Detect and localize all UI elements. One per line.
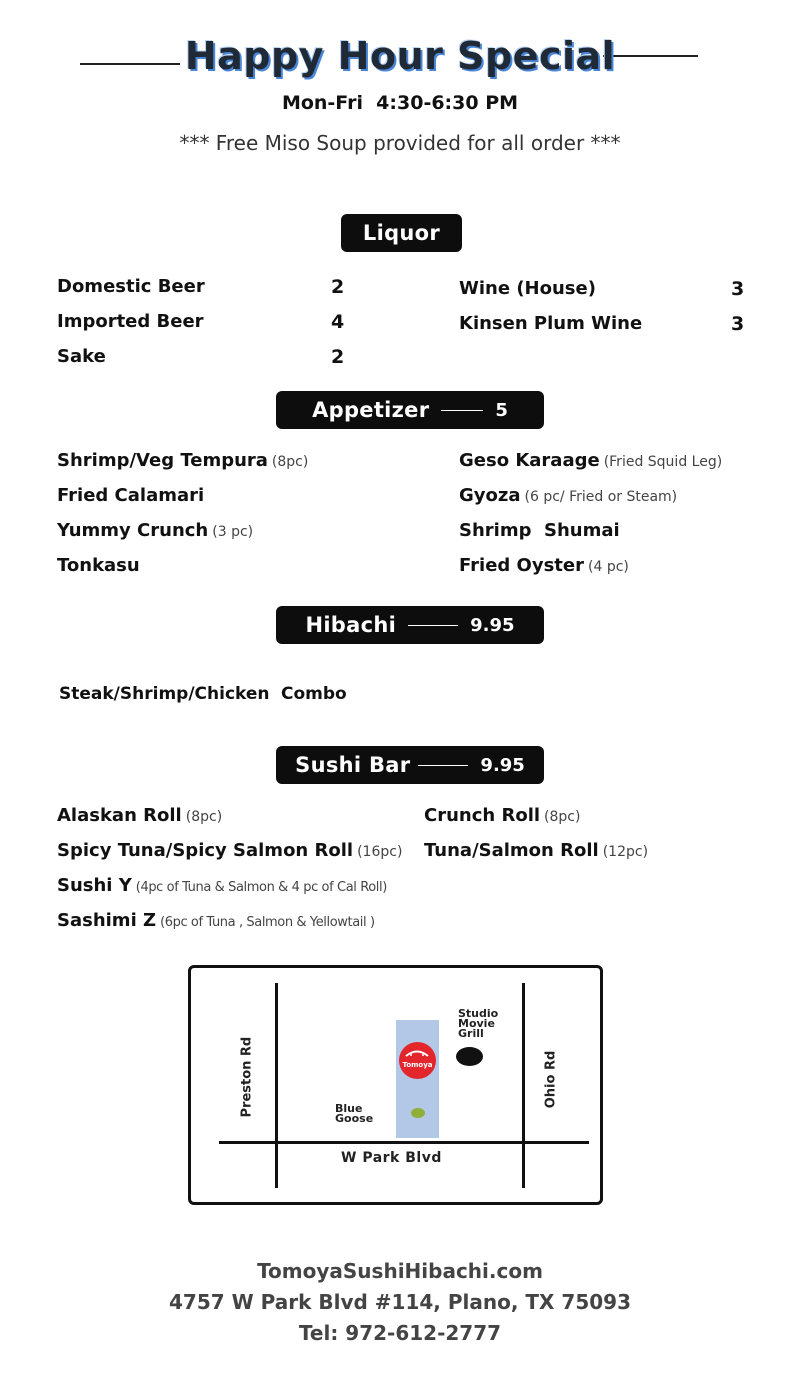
road-label-ohio: Ohio Rd [543, 1050, 559, 1109]
menu-item: Wine (House) [459, 278, 596, 299]
section-appetizer [276, 391, 544, 429]
road-label-w-park: W Park Blvd [341, 1150, 442, 1166]
menu-item-price: 2 [331, 346, 345, 368]
roof-icon [402, 1045, 432, 1069]
section-sushi-bar [276, 746, 544, 784]
section-appetizer-title: Appetizer [312, 398, 430, 422]
phone[interactable]: Tel: 972-612-2777 [298, 1321, 502, 1345]
road-label-preston: Preston Rd [239, 1036, 255, 1118]
road-ohio [522, 983, 525, 1188]
shopping-plaza [396, 1020, 439, 1138]
menu-item: Combo [281, 684, 347, 704]
section-sushi-bar-price: 9.95 [480, 754, 525, 776]
menu-item: Domestic Beer [57, 276, 205, 297]
menu-item: Steak/Shrimp/Chicken [59, 684, 270, 704]
menu-item: Shrimp Shumai [459, 520, 620, 541]
menu-item: Gyoza (6 pc/ Fried or Steam) [459, 485, 678, 506]
studio-movie-grill-label: Studio Movie Grill [458, 1007, 499, 1040]
free-miso-note: *** Free Miso Soup provided for all order *** [179, 131, 621, 155]
menu-item: Crunch Roll (8pc) [424, 805, 581, 826]
tomoya-logo [399, 1042, 436, 1079]
section-hibachi-title: Hibachi [305, 613, 397, 637]
section-hibachi-price: 9.95 [470, 614, 515, 636]
menu-item: Sake [57, 346, 106, 367]
menu-item: Fried Oyster (4 pc) [459, 555, 629, 576]
menu-item: Tonkasu [57, 555, 140, 576]
menu-item: Shrimp/Veg Tempura (8pc) [57, 450, 309, 471]
section-hibachi [276, 606, 544, 644]
menu-item: Spicy Tuna/Spicy Salmon Roll (16pc) [57, 840, 403, 861]
tomoya-logo-text: Tomoya [402, 1060, 433, 1069]
menu-item: Yummy Crunch (3 pc) [57, 520, 254, 541]
blue-goose-marker [411, 1108, 425, 1118]
studio-movie-grill-marker [456, 1047, 483, 1066]
website-link[interactable]: TomoyaSushiHibachi.com [257, 1259, 543, 1283]
menu-item: Geso Karaage (Fried Squid Leg) [459, 450, 723, 471]
address: 4757 W Park Blvd #114, Plano, TX 75093 [168, 1290, 632, 1314]
menu-item-price: 3 [731, 278, 745, 300]
menu-item-price: 4 [331, 311, 345, 333]
location-map [188, 965, 603, 1205]
blue-goose-label: Blue Goose [335, 1102, 374, 1125]
section-liquor [341, 214, 462, 252]
section-divider [418, 765, 468, 766]
menu-item: Tuna/Salmon Roll (12pc) [424, 840, 649, 861]
section-appetizer-price: 5 [495, 399, 508, 421]
menu-item: Imported Beer [57, 311, 204, 332]
section-liquor-title: Liquor [362, 221, 441, 245]
road-w-park [219, 1141, 589, 1144]
happy-hour-times: Mon-Fri 4:30-6:30 PM [281, 92, 519, 114]
road-preston [275, 983, 278, 1188]
menu-item: Sushi Y (4pc of Tuna & Salmon & 4 pc of Cal Roll) [57, 875, 387, 896]
menu-item: Alaskan Roll (8pc) [57, 805, 223, 826]
menu-item-price: 3 [731, 313, 745, 335]
menu-item: Fried Calamari [57, 485, 205, 506]
section-sushi-bar-title: Sushi Bar [295, 753, 411, 777]
menu-item: Kinsen Plum Wine [459, 313, 643, 334]
section-divider [408, 625, 458, 626]
menu-item-price: 2 [331, 276, 345, 298]
menu-item: Sashimi Z (6pc of Tuna , Salmon & Yellowtail ) [57, 910, 375, 931]
section-divider [441, 410, 483, 411]
page-title: Happy Hour Special [184, 34, 616, 78]
